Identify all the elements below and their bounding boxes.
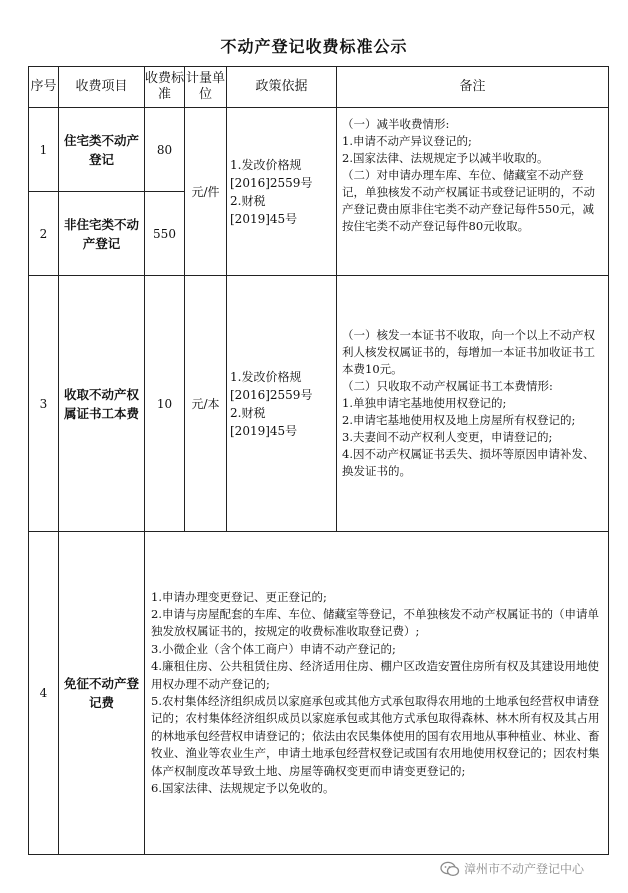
note-line: （一）减半收费情形: — [342, 117, 450, 131]
note-line: （二）对申请办理车库、车位、储藏室不动产登记，单独核发不动产权属证书或登记证明的，不动产登记费由原非住宅类不动产登记每件550元，减按住宅类不动产登记每件80元收取。 — [342, 168, 595, 233]
row-note — [337, 108, 609, 276]
row-policy — [227, 276, 337, 532]
policy-line: [2016]2559号 — [230, 175, 313, 190]
table-header-row — [29, 67, 609, 108]
note-line: 1.申请不动产异议登记的; — [342, 134, 472, 148]
note-line: 3.夫妻间不动产权利人变更，申请登记的; — [342, 430, 553, 444]
policy-line: [2019]45号 — [230, 211, 298, 226]
watermark-text: 漳州市不动产登记中心 — [464, 862, 585, 876]
watermark — [440, 860, 584, 877]
policy-line: [2019]45号 — [230, 423, 298, 438]
header-standard: 收费标准 — [145, 67, 185, 108]
note-line: 2.申请宅基地使用权及地上房屋所有权登记的; — [342, 413, 576, 427]
table-row — [29, 532, 609, 855]
note-line: （二）只收取不动产权属证书工本费情形: — [342, 379, 553, 393]
row-standard: 550 — [145, 192, 185, 276]
row-unit: 元/本 — [185, 276, 227, 532]
policy-line: [2016]2559号 — [230, 387, 313, 402]
note-line: 2.申请与房屋配套的车库、车位、储藏室等登记，不单独核发不动产权属证书的（申请单独发放权属证书的，按规定的收费标准收取登记费）; — [151, 606, 599, 639]
row-unit: 元/件 — [185, 108, 227, 276]
note-line: 4.因不动产权属证书丢失、损坏等原因申请补发、换发证书的。 — [342, 447, 595, 478]
row-policy — [227, 108, 337, 276]
note-line: 3.小微企业（含个体工商户）申请不动产登记的; — [151, 641, 396, 656]
row-standard: 80 — [145, 108, 185, 192]
policy-line: 2.财税 — [230, 405, 266, 420]
header-policy: 政策依据 — [227, 67, 337, 108]
row-note — [145, 532, 609, 855]
row-seq: 4 — [29, 532, 59, 855]
note-line: 1.申请办理变更登记、更正登记的; — [151, 589, 327, 604]
row-item: 住宅类不动产登记 — [59, 108, 145, 192]
note-line: 6.国家法律、法规规定予以免收的。 — [151, 781, 335, 796]
row-item: 非住宅类不动产登记 — [59, 192, 145, 276]
note-line: （一）核发一本证书不收取，向一个以上不动产权利人核发权属证书的，每增加一本证书加收证书工本费10元。 — [342, 328, 595, 376]
note-line: 4.廉租住房、公共租赁住房、经济适用住房、棚户区改造安置住房所有权及其建设用地使用权办理不动产登记的; — [151, 659, 599, 691]
row-item: 收取不动产权属证书工本费 — [59, 276, 145, 532]
note-line: 5.农村集体经济组织成员以家庭承包或其他方式承包取得农用地的土地承包经营权申请登记的；农村集体经济组织成员以家庭承包或其他方式承包取得森林、林木所有权及其占用的林地承包经营权申请登记的；依法由农民集体使用的国有农用地从事种植业、林业、畜牧业、渔业等农业生产，申请土地承包经营权登记或国有农用地使用权登记的；因农村集体产权制度改革导致土地、房屋等确权变更而申请变更登记的; — [151, 694, 600, 778]
policy-line: 1.发改价格规 — [230, 369, 302, 384]
header-unit: 计量单位 — [185, 67, 227, 108]
row-standard: 10 — [145, 276, 185, 532]
row-seq: 3 — [29, 276, 59, 532]
policy-line: 1.发改价格规 — [230, 157, 302, 172]
wechat-icon — [440, 861, 460, 877]
header-seq: 序号 — [29, 67, 59, 108]
table-row — [29, 276, 609, 532]
row-note — [337, 276, 609, 532]
note-line: 1.单独申请宅基地使用权登记的; — [342, 396, 507, 410]
table-row — [29, 108, 609, 192]
page-title: 不动产登记收费标准公示 — [220, 37, 408, 56]
policy-line: 2.财税 — [230, 193, 266, 208]
fee-table — [28, 66, 609, 855]
row-seq: 1 — [29, 108, 59, 192]
note-line: 2.国家法律、法规规定予以减半收取的。 — [342, 151, 549, 165]
row-seq: 2 — [29, 192, 59, 276]
header-item: 收费项目 — [59, 67, 145, 108]
row-item: 免征不动产登记费 — [59, 532, 145, 855]
header-note: 备注 — [337, 67, 609, 108]
